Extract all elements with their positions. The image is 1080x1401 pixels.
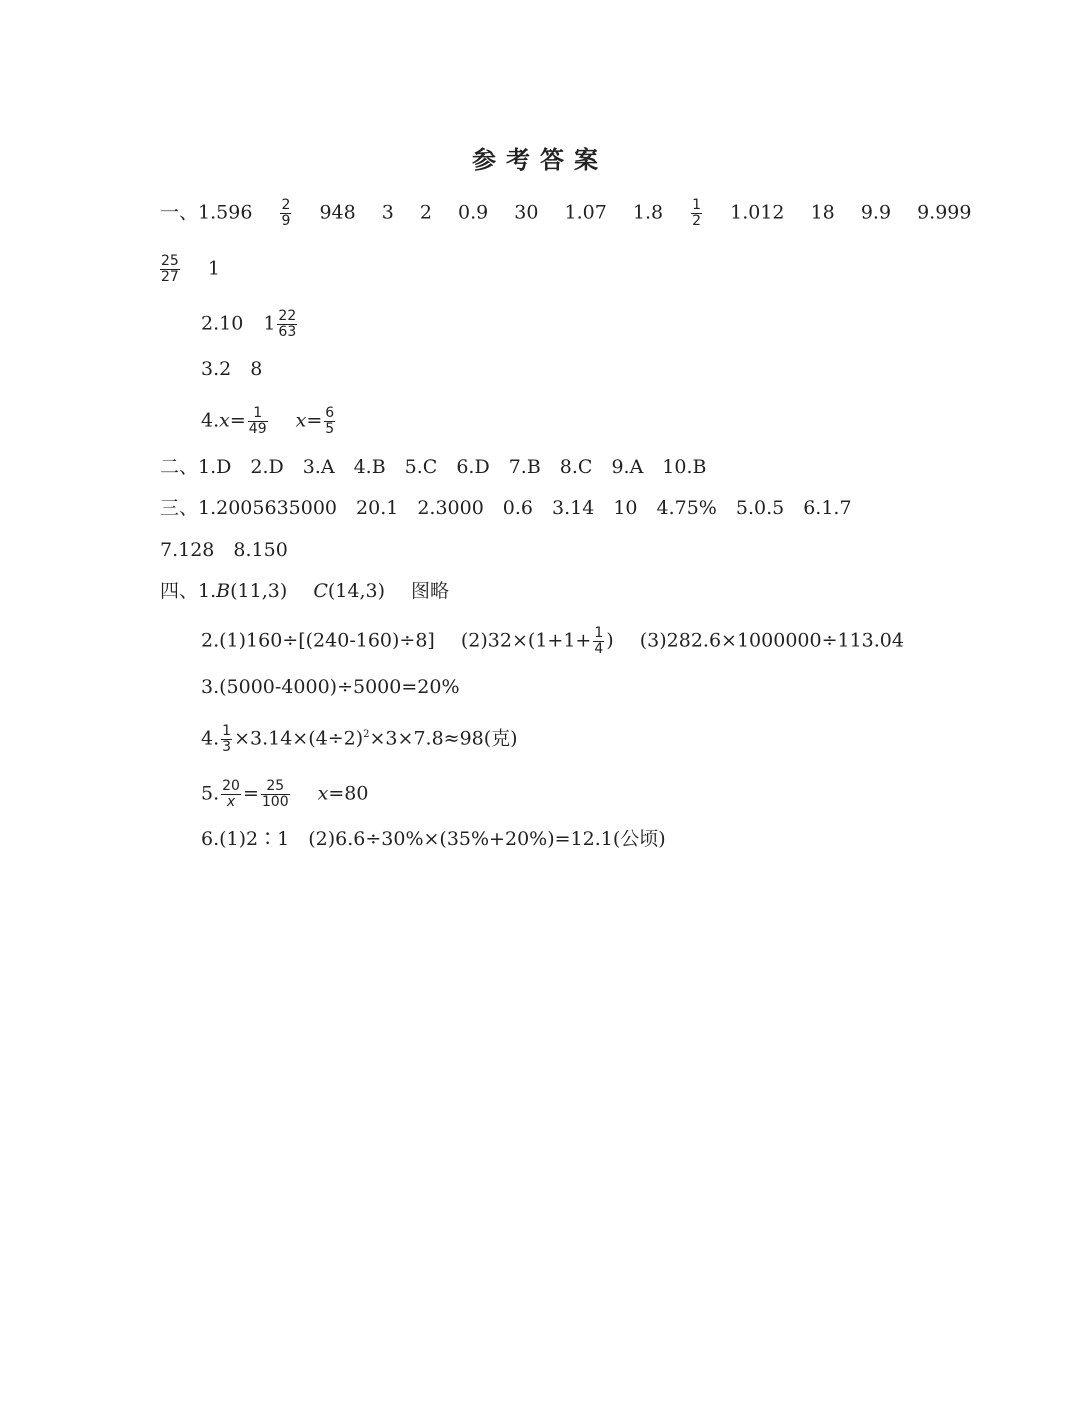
question-1-3: 3.2 8 — [201, 358, 263, 380]
answer: 0.9 — [458, 201, 489, 224]
fraction: $\frac{1}{4}$ — [594, 625, 604, 657]
answer: 9.9 — [860, 201, 892, 224]
question-4-4: 4. $\frac{1}{3}$ $\times 3.14\times(4\div 2)^2\times 3\times 7.8\approx 98$(克) — [201, 722, 518, 755]
section-3-line-1: 三、1.2005635000 20.1 2.3000 0.6 3.14 10 4.75% 5.0.5 6.1.7 — [160, 497, 852, 519]
fraction: $\frac{25}{27}$ — [161, 253, 179, 285]
answer: 18 — [810, 201, 835, 224]
page-title: 参考答案 — [472, 146, 608, 174]
answer: 30 — [514, 201, 539, 224]
answer: 3 — [381, 201, 394, 224]
answer: 1.8 — [632, 201, 664, 224]
section-4-label: 四、 — [160, 580, 199, 602]
answer: 1.012 — [730, 201, 785, 224]
answer: 948 — [319, 201, 356, 224]
answer: 1.596 — [198, 201, 253, 224]
fraction: $\frac{22}{63}$ — [278, 308, 297, 340]
answer: 2 — [419, 201, 432, 224]
section-1-line-1 — [160, 198, 971, 229]
fraction: $\frac{25}{100}$ — [261, 778, 289, 810]
question-4-2: 2.(1)160÷[(240-160)÷8] (2)32×(1+1+ $\frac{1}{4}$ ) (3)282.6×1000000÷113.04 — [201, 625, 904, 657]
question-1-4: 4.x= $\frac{1}{49}$ x= $\frac{6}{5}$ — [201, 405, 335, 437]
fraction: $\frac{6}{5}$ — [325, 405, 335, 437]
fraction: $\frac{1}{3}$ — [222, 722, 232, 755]
answer: 1.07 — [564, 201, 607, 224]
question-4-1: 四、1.B(11,3) C(14,3) 图略 — [160, 580, 450, 602]
fraction: $\frac{1}{2}$ — [692, 197, 702, 229]
question-4-6: 6.(1)2∶1 (2)6.6÷30%×(35%+20%)=12.1(公顷) — [201, 828, 666, 850]
answer: 1 — [207, 257, 220, 280]
fraction: $\frac{1}{49}$ — [248, 405, 267, 437]
question-4-3: 3.(5000-4000)÷5000=20% — [201, 676, 460, 698]
section-3-line-2: 7.128 8.150 — [160, 539, 288, 561]
question-4-5: 5. $\frac{20}{x}$ = $\frac{25}{100}$ x=80 — [201, 778, 369, 810]
section-2: 二、1.D 2.D 3.A 4.B 5.C 6.D 7.B 8.C 9.A 10.B — [160, 456, 707, 478]
section-1-line-2 — [158, 254, 220, 285]
fraction: $\frac{2}{9}$ — [281, 197, 291, 229]
question-1-2: 2.10 1 $\frac{22}{63}$ — [201, 308, 297, 340]
section-1-label: 一、 — [160, 201, 199, 224]
answer: 9.999 — [917, 201, 972, 224]
fraction: $\frac{20}{x}$ — [222, 778, 240, 810]
